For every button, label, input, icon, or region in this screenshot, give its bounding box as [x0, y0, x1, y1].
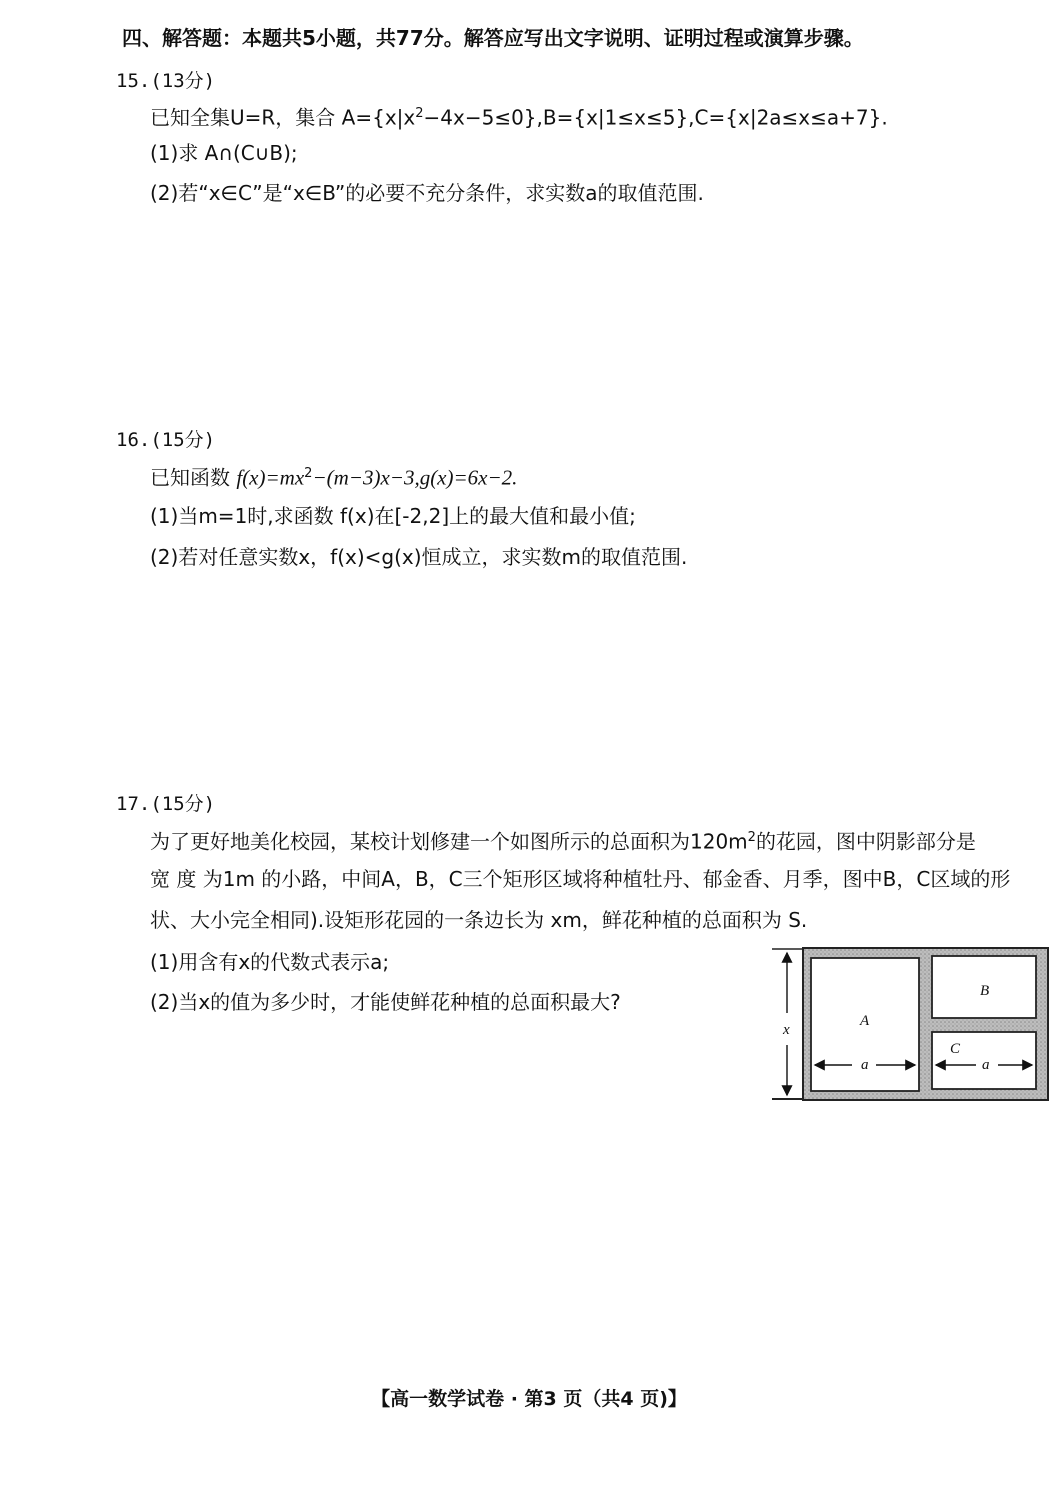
garden-diagram	[768, 945, 1050, 1105]
question-15-stem-b: −4x−5≤0},B={x|1≤x≤5},C={x|2a≤x≤a+7}.	[423, 105, 888, 130]
label-a-left: a	[861, 1057, 869, 1073]
label-x: x	[783, 1022, 790, 1038]
question-17-line-1	[150, 826, 976, 854]
question-16-part-2: (2)若对任意实数x，f(x)<g(x)恒成立，求实数m的取值范围.	[150, 545, 688, 569]
question-17-number: 17.(15分)	[116, 793, 216, 815]
question-15-stem	[150, 102, 888, 130]
question-16-stem-a: 已知函数	[150, 465, 237, 490]
question-16-function-b: −(m−3)x−3,g(x)=6x−2.	[312, 465, 518, 490]
page-footer: 【高一数学试卷 · 第3 页（共4 页)】	[371, 1388, 687, 1410]
question-15-number: 15.(13分)	[116, 70, 216, 92]
question-16-number: 16.(15分)	[116, 429, 216, 451]
section-title: 四、解答题：本题共5小题，共77分。解答应写出文字说明、证明过程或演算步骤。	[122, 26, 864, 50]
question-16-stem	[150, 462, 517, 490]
question-17-line-1-a: 为了更好地美化校园，某校计划修建一个如图所示的总面积为120m	[150, 829, 748, 854]
question-15-exponent: 2	[415, 106, 424, 121]
label-a-right: a	[982, 1057, 990, 1073]
label-b-region: B	[980, 983, 990, 999]
question-17-part-2: (2)当x的值为多少时，才能使鲜花种植的总面积最大?	[150, 990, 621, 1014]
question-16-part-1: (1)当m=1时,求函数 f(x)在[-2,2]上的最大值和最小值;	[150, 504, 636, 528]
question-15-part-1: (1)求 A∩(C∪B);	[150, 141, 298, 165]
question-16-function-a: f(x)=mx	[236, 465, 305, 490]
question-17-part-1: (1)用含有x的代数式表示a;	[150, 950, 390, 974]
label-a-region: A	[860, 1013, 870, 1029]
question-17-line-1-b: 的花园，图中阴影部分是	[755, 829, 976, 854]
label-c-region: C	[950, 1041, 961, 1057]
question-15-stem-a: 已知全集U=R，集合 A={x|x	[150, 105, 416, 130]
question-15-part-2: (2)若“x∈C”是“x∈B”的必要不充分条件，求实数a的取值范围.	[150, 181, 704, 205]
question-17-line-2: 宽 度 为1m 的小路，中间A，B，C三个矩形区域将种植牡丹、郁金香、月季，图中B，C区域的形	[150, 867, 1011, 891]
question-16-exponent: 2	[304, 466, 313, 481]
question-17-exponent: 2	[747, 830, 756, 845]
question-17-line-3: 状、大小完全相同).设矩形花园的一条边长为 xm，鲜花种植的总面积为 S.	[150, 908, 808, 932]
